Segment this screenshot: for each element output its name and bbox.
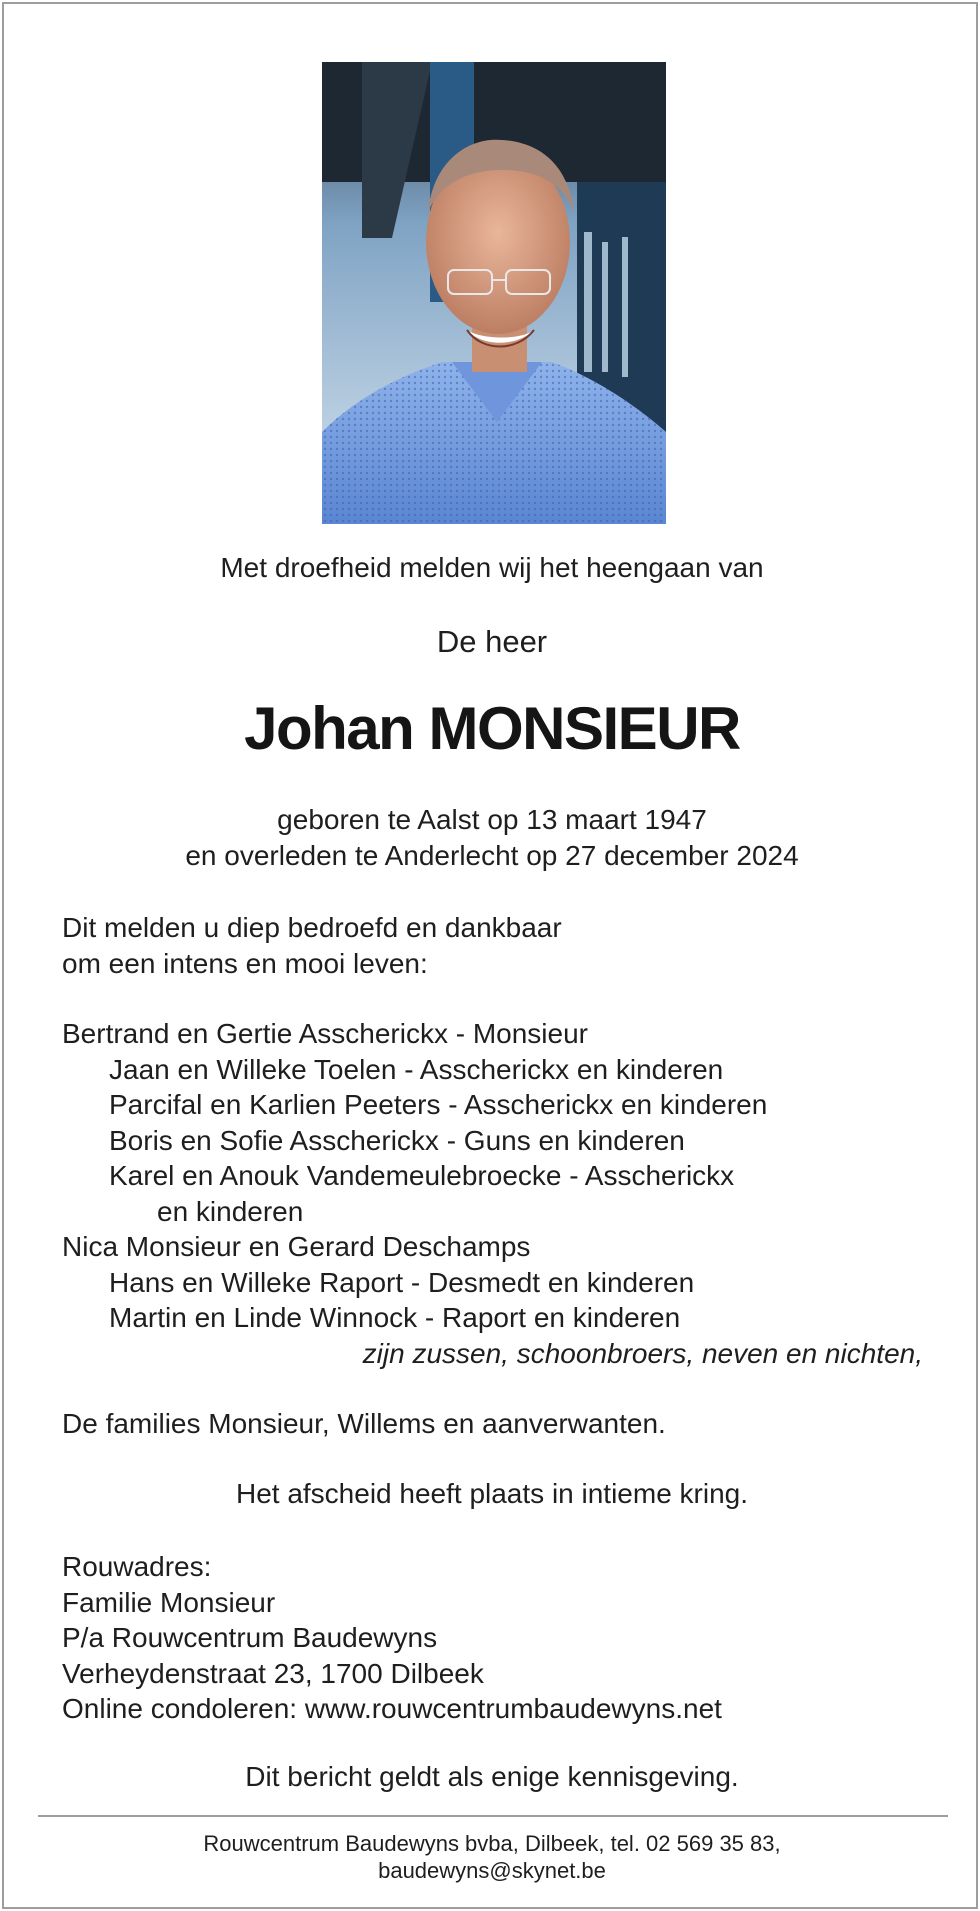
- footer: [4, 1830, 980, 1884]
- families-line: De families Monsieur, Willems en aanverwanten.: [62, 1408, 666, 1439]
- family-line: Parcifal en Karlien Peeters - Asscherickx en kinderen: [109, 1089, 768, 1120]
- thanks-block: [62, 910, 942, 981]
- address-line: Familie Monsieur: [62, 1586, 276, 1618]
- death-line: en overleden te Anderlecht op 27 december 2024: [185, 840, 799, 871]
- notice-text: Dit bericht geldt als enige kennisgeving.: [245, 1761, 739, 1792]
- thanks-line: om een intens en mooi leven:: [62, 947, 428, 979]
- address-line: P/a Rouwcentrum Baudewyns: [62, 1622, 438, 1653]
- family-line: Karel en Anouk Vandemeulebroecke - Asscherickx: [109, 1160, 735, 1191]
- address-line: Verheydenstraat 23, 1700 Dilbeek: [62, 1657, 484, 1689]
- deceased-name: Johan MONSIEUR: [244, 695, 740, 762]
- family-line: en kinderen: [157, 1195, 304, 1227]
- footer-line: Rouwcentrum Baudewyns bvba, Dilbeek, tel. 02 569 35 83,: [203, 1831, 781, 1856]
- family-line: Bertrand en Gertie Asscherickx - Monsieur: [62, 1018, 588, 1049]
- divider: [38, 1815, 948, 1817]
- intro-text: Met droefheid melden wij het heengaan van: [220, 552, 764, 583]
- family-line: Jaan en Willeke Toelen - Asscherickx en kinderen: [109, 1053, 724, 1085]
- family-line: Boris en Sofie Asscherickx - Guns en kinderen: [109, 1124, 685, 1156]
- portrait-image: [322, 62, 666, 524]
- family-line: Martin en Linde Winnock - Raport en kinderen: [109, 1302, 681, 1333]
- address-line: Online condoleren: www.rouwcentrumbaudewyns.net: [62, 1693, 722, 1724]
- address-heading: Rouwadres:: [62, 1551, 212, 1582]
- family-line: Nica Monsieur en Gerard Deschamps: [62, 1231, 531, 1262]
- death-notice-card: [2, 2, 978, 1909]
- family-line: Hans en Willeke Raport - Desmedt en kinderen: [109, 1266, 695, 1298]
- thanks-line: Dit melden u diep bedroefd en dankbaar: [62, 912, 562, 943]
- honorific-title: De heer: [436, 624, 548, 659]
- portrait-photo: [322, 62, 666, 524]
- family-line-italic: zijn zussen, schoonbroers, neven en nichten,: [362, 1337, 923, 1369]
- birth-line: geboren te Aalst op 13 maart 1947: [277, 804, 707, 835]
- family-list: [62, 1016, 942, 1371]
- farewell-text: Het afscheid heeft plaats in intieme kring.: [235, 1478, 749, 1509]
- address-block: [62, 1549, 942, 1727]
- footer-line: baudewyns@skynet.be: [378, 1858, 606, 1883]
- dates-block: [4, 802, 980, 874]
